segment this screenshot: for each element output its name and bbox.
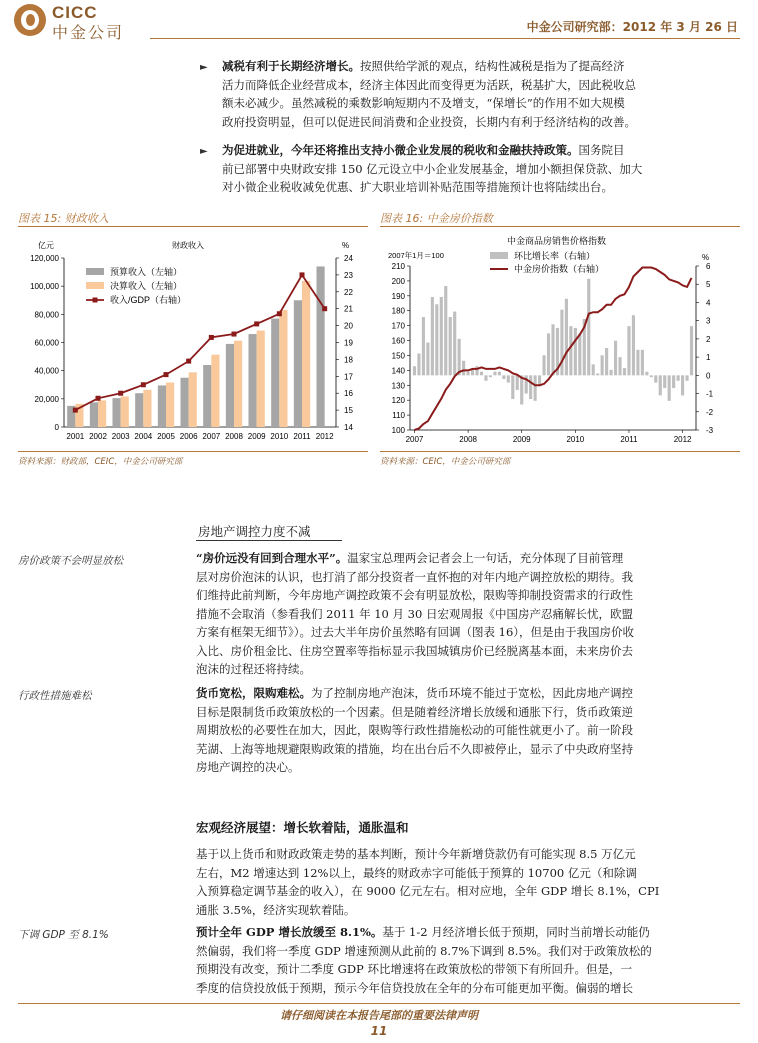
legend-swatch-mom <box>490 252 508 259</box>
figure-16-title: 图表 16: 中金房价指数 <box>380 212 493 225</box>
bar-mom-growth <box>623 368 626 375</box>
legend-swatch-budget <box>86 268 104 275</box>
bar-mom-growth <box>677 375 680 380</box>
chart-base-note: 2007年1月＝100 <box>388 251 444 260</box>
y-tick-label-left: 0 <box>54 423 59 432</box>
y-tick-label-right: -1 <box>706 389 714 399</box>
text-line: 温家宝总理两会记者会上一句话，充分体现了目前管理 <box>347 551 624 565</box>
text-line: 基于 1-2 月经济增长低于预期，同时当前增长动能仍 <box>382 925 650 939</box>
bar-mom-growth <box>467 372 470 376</box>
x-tick-label: 2005 <box>157 432 175 441</box>
bar-mom-growth <box>565 299 568 376</box>
y-tick-label-right: 17 <box>344 372 353 382</box>
text-line: 前已部署中央财政安排 150 亿元设立中小企业发展基金，增加小额担保贷款、加大 <box>222 161 643 176</box>
text-line: 入预算稳定调节基金的收入），在 9000 亿元左右。相对应地，全年 GDP 增长 8.1%，CPI <box>196 884 660 898</box>
bar-mom-growth <box>551 324 554 375</box>
figure-15-rule <box>18 226 368 227</box>
logo-mark-dot <box>26 14 35 26</box>
y-tick-label-right: 15 <box>344 406 353 416</box>
bar-mom-growth <box>440 297 443 375</box>
x-tick-label: 2003 <box>111 432 130 441</box>
bar-mom-growth <box>471 370 474 375</box>
bar-mom-growth <box>458 339 461 375</box>
bar-mom-growth <box>426 343 429 376</box>
bar-mom-growth <box>592 364 595 375</box>
bullet-arrow-icon: ► <box>200 146 208 157</box>
side-note-price-policy: 房价政策不会明显放松 <box>18 555 123 567</box>
x-tick-label: 2012 <box>315 432 334 441</box>
y-tick-label-left: 110 <box>392 411 405 421</box>
y-tick-label-left: 130 <box>391 381 405 391</box>
logo-text-cn: 中金公司 <box>52 23 125 42</box>
bar-mom-growth <box>462 361 465 376</box>
point-revenue-gdp-ratio <box>141 382 146 387</box>
point-revenue-gdp-ratio <box>300 272 305 277</box>
x-tick-label: 2008 <box>459 435 477 444</box>
y-tick-label-right: 2 <box>706 334 711 344</box>
paragraph-heading: 货币宽松，限购难松。 <box>196 686 311 700</box>
x-tick-label: 2002 <box>89 432 107 441</box>
x-tick-label: 2010 <box>566 435 585 444</box>
text-line: 目标是限制货币政策放松的一个因素。但是随着经济增长放缓和通胀下行，货币政策逆 <box>196 704 633 719</box>
bar-final-revenue <box>211 355 219 427</box>
report-date-header: 中金公司研究部：2012 年 3 月 26 日 <box>526 20 738 34</box>
bar-final-revenue <box>166 382 174 427</box>
bar-budget-revenue <box>181 378 189 427</box>
bar-mom-growth <box>668 375 671 401</box>
y-tick-label-right: 4 <box>706 298 711 308</box>
x-tick-label: 2007 <box>405 435 424 444</box>
point-revenue-gdp-ratio <box>277 311 282 316</box>
x-tick-label: 2010 <box>270 432 289 441</box>
paragraph-price-policy <box>196 549 721 679</box>
text-line: 对小微企业税收减免优惠、扩大职业培训补贴范围等措施预计也将陆续出台。 <box>222 180 613 194</box>
footer-rule <box>18 1003 740 1004</box>
text-line: 入比、房价租金比、住房空置率等指标显示我国城镇房价已经脱离基本面，未来房价去 <box>196 643 633 658</box>
text-line: 左右，M2 增速达到 12%以上，最终的财政赤字可能低于预算的 10700 亿元（和除调 <box>196 865 637 880</box>
y-tick-label-left: 80,000 <box>34 310 59 320</box>
bar-mom-growth <box>685 375 688 380</box>
point-revenue-gdp-ratio <box>96 396 101 401</box>
y-tick-label-right: 0 <box>706 371 711 381</box>
bar-mom-growth <box>516 375 519 390</box>
text-line: 通胀 3.5%，经济实现软着陆。 <box>196 902 356 917</box>
bar-final-revenue <box>189 372 197 427</box>
x-tick-label: 2011 <box>293 432 311 441</box>
bullet-paragraph-2 <box>222 141 722 197</box>
y-tick-label-right: 24 <box>344 254 353 263</box>
bar-mom-growth <box>489 375 492 377</box>
y-tick-label-left: 20,000 <box>34 394 59 404</box>
y-tick-label-right: 5 <box>706 280 711 290</box>
bullet-arrow-icon: ► <box>200 62 208 73</box>
bar-mom-growth <box>627 326 630 375</box>
y-tick-label-left: 180 <box>391 306 405 316</box>
y-tick-label-left: 120,000 <box>30 254 59 263</box>
bar-mom-growth <box>520 375 523 404</box>
side-note-gdp: 下调 GDP 至 8.1% <box>18 929 109 941</box>
y-tick-label-left: 170 <box>391 321 405 331</box>
bar-final-revenue <box>257 331 265 427</box>
point-revenue-gdp-ratio <box>73 408 78 413</box>
y-tick-label-right: 21 <box>344 304 353 314</box>
y-tick-label-right: -2 <box>706 407 714 417</box>
y-tick-label-left: 150 <box>391 351 405 361</box>
figure-15-bottom-rule <box>18 451 368 452</box>
bar-mom-growth <box>417 353 420 375</box>
bar-mom-growth <box>605 348 608 375</box>
bar-mom-growth <box>610 370 613 375</box>
y-tick-label-left: 190 <box>391 291 405 301</box>
y-tick-label-right: 1 <box>706 353 711 363</box>
text-line: 周期放松的必要性在加大，因此，限购等行政性措施松动的可能性就更小了。前一阶段 <box>196 723 633 737</box>
bar-mom-growth <box>449 317 452 375</box>
bar-mom-growth <box>636 350 639 376</box>
legend-label-ratio: 收入/GDP（右轴） <box>110 295 187 305</box>
legend-label-final: 决算收入（左轴） <box>110 281 183 291</box>
bar-mom-growth <box>569 326 572 375</box>
text-line: 芜湖、上海等地规避限购政策的措施，均在出台后不久即被停止，显示了中央政府坚持 <box>196 741 633 756</box>
paragraph-admin-measures <box>196 684 721 777</box>
text-line: 国务院目 <box>578 143 625 157</box>
bar-mom-growth <box>413 366 416 375</box>
section-heading-property: 房地产调控力度不减 <box>198 524 311 539</box>
bar-mom-growth <box>431 297 434 375</box>
text-line: 基于以上货币和财政政策走势的基本判断，预计今年新增贷款仍有可能实现 8.5 万亿元 <box>196 847 636 861</box>
y-tick-label-right: 16 <box>344 389 353 399</box>
point-revenue-gdp-ratio <box>186 359 191 364</box>
text-line: 额未必减少。虽然减税的乘数影响短期内不及增支，“保增长”的作用不如大规模 <box>222 96 625 110</box>
x-tick-label: 2009 <box>247 432 266 441</box>
bar-mom-growth <box>587 279 590 376</box>
x-tick-label: 2007 <box>202 432 221 441</box>
text-line: 们维持此前判断，今年房地产调控政策不会有明显放松，限购等抑制投资需求的行政性 <box>196 588 633 602</box>
bar-budget-revenue <box>135 393 143 427</box>
bar-mom-growth <box>453 312 456 376</box>
y-tick-label-right: 6 <box>706 262 711 271</box>
house-price-index-chart <box>378 232 740 450</box>
y-tick-label-left: 160 <box>391 336 405 346</box>
bar-mom-growth <box>672 375 675 388</box>
bar-mom-growth <box>681 375 684 395</box>
bar-mom-growth <box>663 375 666 388</box>
text-line: 方案有框架无细节》）。过去大半年房价虽然略有回调（图表 16），但是由于我国房价收 <box>196 625 635 639</box>
bar-mom-growth <box>596 374 599 376</box>
bar-mom-growth <box>542 355 545 375</box>
text-line: 泡沫的过程还将持续。 <box>196 662 311 676</box>
text-line: 层对房价泡沫的认识，也打消了部分投资者一直怀抱的对年内地产调控放松的期待。我 <box>196 569 633 584</box>
bar-mom-growth <box>641 350 644 376</box>
x-tick-label: 2009 <box>512 435 531 444</box>
y-tick-label-right: 19 <box>344 338 353 348</box>
x-tick-label: 2011 <box>620 435 638 444</box>
point-revenue-gdp-ratio <box>209 335 214 340</box>
bar-budget-revenue <box>249 334 257 427</box>
chart-title: 中金商品房销售价格指数 <box>507 236 607 246</box>
bar-budget-revenue <box>317 266 325 427</box>
text-line: 预期没有改变，预计二季度 GDP 环比增速将在政策放松的带领下有所回升。但是，一 <box>196 962 632 976</box>
section-heading-outlook: 宏观经济展望：增长软着陆，通胀温和 <box>196 820 409 835</box>
bar-mom-growth <box>529 375 532 399</box>
x-tick-label: 2012 <box>673 435 692 444</box>
text-line: 按照供给学派的观点，结构性减税是指为了提高经济 <box>360 59 625 73</box>
bullet-2-heading: 为促进就业，今年还将推出支持小微企业发展的税收和金融扶持政策。 <box>222 143 579 157</box>
y-tick-label-left: 60,000 <box>34 338 59 348</box>
y-tick-label-right: 20 <box>344 321 353 331</box>
bar-final-revenue <box>279 310 287 427</box>
figure-16-source: 资料来源：CEIC，中金公司研究部 <box>380 457 511 467</box>
text-line: 然偏弱，我们将一季度 GDP 增速预测从此前的 8.7%下调到 8.5%。我们对于政策放松的 <box>196 943 652 958</box>
text-line: 房地产调控的决心。 <box>196 760 300 774</box>
x-tick-label: 2006 <box>179 432 198 441</box>
paragraph-heading: 预计全年 GDP 增长放缓至 8.1%。 <box>196 925 383 939</box>
bar-mom-growth <box>632 315 635 375</box>
figure-16-bottom-rule <box>380 451 740 452</box>
bar-mom-growth <box>435 304 438 375</box>
paragraph-outlook-intro <box>196 845 721 919</box>
figure-15-title: 图表 15: 财政收入 <box>18 212 109 225</box>
logo-text-en: CICC <box>52 3 98 22</box>
bar-mom-growth <box>534 375 537 401</box>
y-tick-label-left: 40,000 <box>34 366 59 376</box>
chart-title: 财政收入 <box>172 241 204 250</box>
bullet-1-heading: 减税有利于长期经济增长。 <box>222 59 360 73</box>
legend-marker-ratio <box>93 298 98 303</box>
bar-final-revenue <box>234 341 242 427</box>
bar-mom-growth <box>618 357 621 375</box>
bar-mom-growth <box>484 375 487 380</box>
footer-legal-note: 请仔细阅读在本报告尾部的重要法律声明 <box>280 1009 478 1022</box>
bar-mom-growth <box>574 328 577 375</box>
figure-16-rule <box>380 226 740 227</box>
page-number: 11 <box>370 1024 388 1038</box>
y-tick-label-left: 120 <box>391 396 405 406</box>
bar-mom-growth <box>493 372 496 376</box>
x-tick-label: 2008 <box>225 432 243 441</box>
bar-mom-growth <box>498 372 501 376</box>
bar-mom-growth <box>422 317 425 375</box>
bar-budget-revenue <box>203 365 211 427</box>
bar-mom-growth <box>690 326 693 375</box>
text-line: 政府投资明显，但可以促进民间消费和企业投资，长期内有利于经济结构的改善。 <box>222 114 636 129</box>
bar-mom-growth <box>502 375 505 379</box>
y-tick-label-left: 140 <box>391 366 405 376</box>
bar-mom-growth <box>578 333 581 375</box>
bar-budget-revenue <box>113 398 121 427</box>
point-revenue-gdp-ratio <box>232 332 237 337</box>
bar-budget-revenue <box>294 300 302 427</box>
y-tick-label-right: 14 <box>344 423 353 432</box>
fiscal-revenue-chart <box>18 232 370 450</box>
legend-swatch-final <box>86 282 104 289</box>
bar-mom-growth <box>654 375 657 382</box>
text-line: 活力而降低企业经营成本，经济主体因此而变得更为活跃，税基扩大，因此税收总 <box>222 77 636 92</box>
header-rule <box>150 38 740 39</box>
paragraph-heading: “房价远没有回到合理水平”。 <box>196 551 348 565</box>
y-tick-label-right: 22 <box>344 287 353 297</box>
text-line: 措施不会取消（参看我们 2011 年 10 月 30 日宏观周报《中国房产忍痛解长忧，欧盟 <box>196 606 633 621</box>
y-tick-label-left: 100,000 <box>30 282 59 292</box>
y-tick-label-left: 210 <box>391 262 405 271</box>
legend-label-mom: 环比增长率（右轴） <box>514 251 596 261</box>
point-revenue-gdp-ratio <box>118 391 123 396</box>
bar-mom-growth <box>601 355 604 375</box>
bar-final-revenue <box>121 396 129 427</box>
bar-mom-growth <box>645 372 648 376</box>
point-revenue-gdp-ratio <box>322 306 327 311</box>
section-heading-underline <box>196 540 342 541</box>
bar-budget-revenue <box>271 319 279 427</box>
y-tick-label-left: 200 <box>391 276 405 286</box>
bar-mom-growth <box>547 333 550 375</box>
left-unit-label: 亿元 <box>38 241 54 250</box>
bar-final-revenue <box>143 390 151 427</box>
point-revenue-gdp-ratio <box>164 372 169 377</box>
bar-mom-growth <box>444 286 447 375</box>
y-tick-label-right: 3 <box>706 316 711 326</box>
right-unit-label: % <box>702 253 710 262</box>
point-revenue-gdp-ratio <box>254 321 259 326</box>
figure-15-source: 资料来源：财政部，CEIC，中金公司研究部 <box>18 457 183 467</box>
bar-mom-growth <box>659 375 662 395</box>
text-line: 为了控制房地产泡沫，货币环境不能过于宽松，因此房地产调控 <box>311 686 633 700</box>
legend-label-budget: 预算收入（左轴） <box>110 267 183 277</box>
bar-budget-revenue <box>90 402 98 427</box>
bar-mom-growth <box>650 375 653 377</box>
paragraph-gdp-forecast <box>196 923 721 997</box>
bar-mom-growth <box>507 375 510 382</box>
bar-budget-revenue <box>226 344 234 427</box>
y-tick-label-right: 18 <box>344 355 353 365</box>
bullet-paragraph-1 <box>222 57 722 131</box>
bar-mom-growth <box>480 372 483 376</box>
right-unit-label: % <box>342 241 350 250</box>
side-note-admin-measures: 行政性措施难松 <box>18 690 92 702</box>
y-tick-label-right: 23 <box>344 270 353 280</box>
x-tick-label: 2001 <box>66 432 85 441</box>
bar-mom-growth <box>614 341 617 376</box>
bar-budget-revenue <box>158 385 166 427</box>
bar-mom-growth <box>560 310 563 376</box>
bar-final-revenue <box>98 400 106 427</box>
legend-label-index: 中金房价指数（右轴） <box>514 264 605 274</box>
y-tick-label-left: 100 <box>391 426 405 435</box>
text-line: 季度的信贷投放低于预期，预示今年信贷投放在全年的分布可能更加平衡。偏弱的增长 <box>196 980 633 995</box>
bar-mom-growth <box>511 375 514 399</box>
bar-final-revenue <box>302 281 310 427</box>
y-tick-label-right: -3 <box>706 426 714 435</box>
x-tick-label: 2004 <box>134 432 153 441</box>
